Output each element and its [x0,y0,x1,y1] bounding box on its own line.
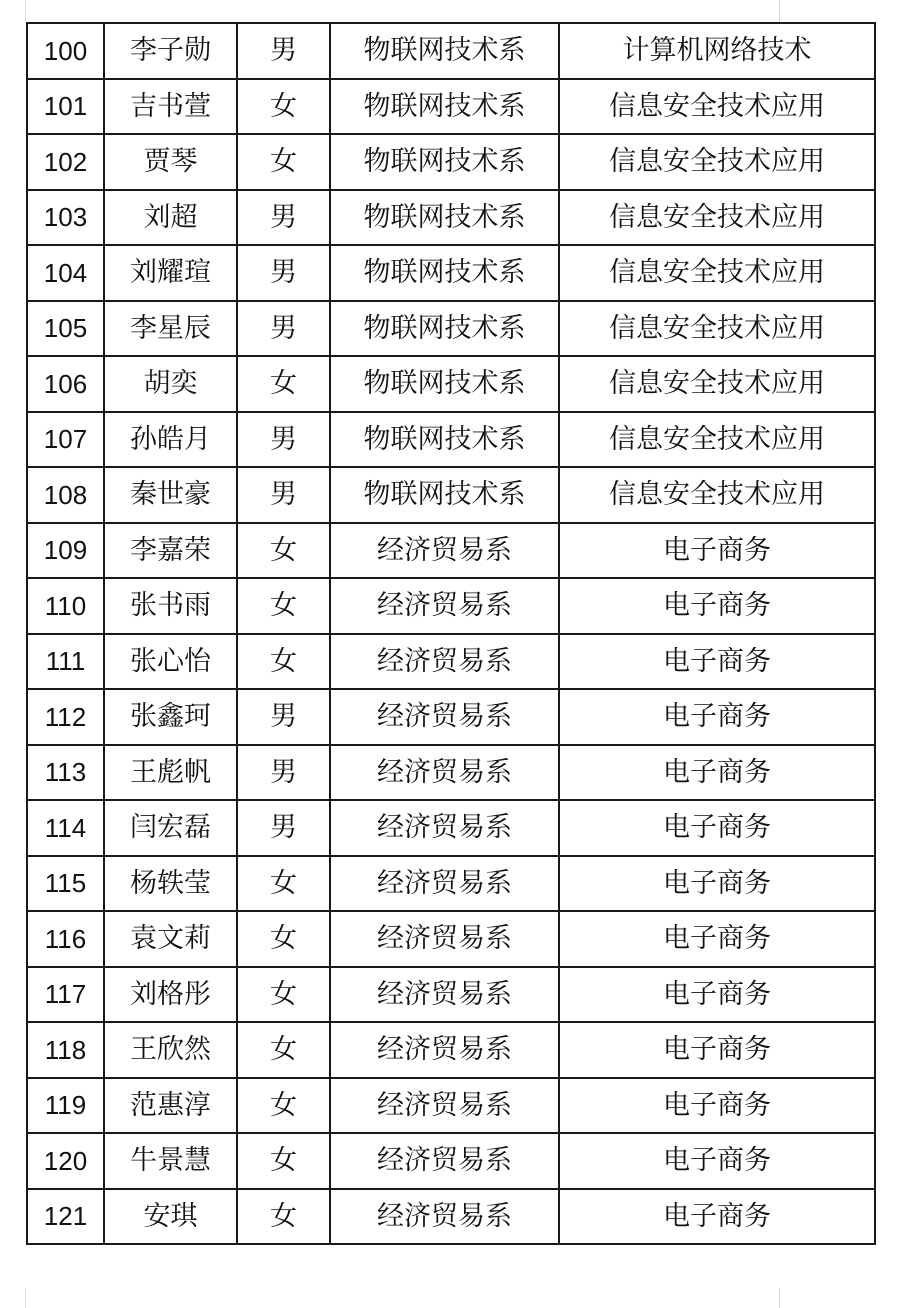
gender-cell: 男 [237,23,330,79]
table-row [27,134,875,190]
student-id-cell: 105 [27,301,104,357]
student-id-cell: 103 [27,190,104,246]
student-id-cell: 109 [27,523,104,579]
table-row [27,356,875,412]
student-name-cell: 杨轶莹 [104,856,237,912]
department-cell: 经济贸易系 [330,911,559,967]
major-cell: 电子商务 [559,1078,875,1134]
student-id-cell: 117 [27,967,104,1023]
table-row [27,800,875,856]
department-cell: 经济贸易系 [330,1078,559,1134]
table-row [27,79,875,135]
gender-cell: 女 [237,1133,330,1189]
student-id-cell: 110 [27,578,104,634]
department-cell: 经济贸易系 [330,1133,559,1189]
major-cell: 信息安全技术应用 [559,356,875,412]
major-cell: 计算机网络技术 [559,23,875,79]
gender-cell: 女 [237,578,330,634]
gender-cell: 男 [237,245,330,301]
student-name-cell: 李嘉荣 [104,523,237,579]
table-row [27,23,875,79]
student-id-cell: 107 [27,412,104,468]
department-cell: 物联网技术系 [330,134,559,190]
student-name-cell: 李子勋 [104,23,237,79]
gender-cell: 男 [237,689,330,745]
department-cell: 物联网技术系 [330,467,559,523]
student-id-cell: 112 [27,689,104,745]
student-id-cell: 114 [27,800,104,856]
major-cell: 电子商务 [559,745,875,801]
student-name-cell: 吉书萱 [104,79,237,135]
table-row [27,1189,875,1245]
major-cell: 电子商务 [559,967,875,1023]
page-corner-guide [779,1288,780,1308]
page-corner-guide [25,1288,26,1308]
student-id-cell: 121 [27,1189,104,1245]
major-cell: 电子商务 [559,1022,875,1078]
gender-cell: 女 [237,134,330,190]
student-id-cell: 102 [27,134,104,190]
gender-cell: 女 [237,523,330,579]
table-row [27,967,875,1023]
gender-cell: 女 [237,79,330,135]
page-corner-guide [779,0,780,22]
gender-cell: 女 [237,1022,330,1078]
major-cell: 电子商务 [559,523,875,579]
student-name-cell: 刘耀瑄 [104,245,237,301]
major-cell: 电子商务 [559,911,875,967]
student-id-cell: 101 [27,79,104,135]
major-cell: 信息安全技术应用 [559,190,875,246]
student-name-cell: 李星辰 [104,301,237,357]
table-row [27,911,875,967]
gender-cell: 男 [237,301,330,357]
gender-cell: 女 [237,634,330,690]
student-id-cell: 118 [27,1022,104,1078]
student-name-cell: 范惠淳 [104,1078,237,1134]
table-row [27,301,875,357]
gender-cell: 男 [237,745,330,801]
department-cell: 物联网技术系 [330,301,559,357]
table-row [27,1078,875,1134]
student-name-cell: 王欣然 [104,1022,237,1078]
department-cell: 经济贸易系 [330,745,559,801]
major-cell: 信息安全技术应用 [559,301,875,357]
student-name-cell: 牛景慧 [104,1133,237,1189]
student-name-cell: 刘格彤 [104,967,237,1023]
gender-cell: 女 [237,1078,330,1134]
major-cell: 电子商务 [559,1133,875,1189]
student-name-cell: 王彪帆 [104,745,237,801]
student-name-cell: 贾琴 [104,134,237,190]
gender-cell: 男 [237,190,330,246]
major-cell: 信息安全技术应用 [559,412,875,468]
student-id-cell: 106 [27,356,104,412]
major-cell: 电子商务 [559,856,875,912]
department-cell: 经济贸易系 [330,689,559,745]
student-id-cell: 100 [27,23,104,79]
student-name-cell: 安琪 [104,1189,237,1245]
student-id-cell: 120 [27,1133,104,1189]
table-row [27,1022,875,1078]
table-row [27,467,875,523]
gender-cell: 女 [237,1189,330,1245]
student-id-cell: 111 [27,634,104,690]
student-id-cell: 104 [27,245,104,301]
table-row [27,190,875,246]
gender-cell: 女 [237,856,330,912]
major-cell: 电子商务 [559,689,875,745]
student-name-cell: 刘超 [104,190,237,246]
table-row [27,634,875,690]
student-name-cell: 张心怡 [104,634,237,690]
roster-body [27,23,875,1244]
student-name-cell: 孙皓月 [104,412,237,468]
gender-cell: 男 [237,800,330,856]
student-roster-table [26,22,876,1245]
department-cell: 经济贸易系 [330,634,559,690]
gender-cell: 女 [237,911,330,967]
student-name-cell: 袁文莉 [104,911,237,967]
department-cell: 物联网技术系 [330,245,559,301]
student-id-cell: 113 [27,745,104,801]
table-row [27,578,875,634]
department-cell: 物联网技术系 [330,356,559,412]
major-cell: 电子商务 [559,800,875,856]
department-cell: 经济贸易系 [330,800,559,856]
gender-cell: 男 [237,412,330,468]
department-cell: 经济贸易系 [330,523,559,579]
table-row [27,856,875,912]
table-row [27,245,875,301]
table-row [27,412,875,468]
department-cell: 物联网技术系 [330,79,559,135]
major-cell: 电子商务 [559,1189,875,1245]
table-row [27,1133,875,1189]
department-cell: 经济贸易系 [330,1022,559,1078]
student-name-cell: 胡奕 [104,356,237,412]
major-cell: 信息安全技术应用 [559,467,875,523]
student-id-cell: 108 [27,467,104,523]
department-cell: 物联网技术系 [330,412,559,468]
student-id-cell: 116 [27,911,104,967]
student-name-cell: 秦世豪 [104,467,237,523]
student-name-cell: 闫宏磊 [104,800,237,856]
table-row [27,689,875,745]
gender-cell: 女 [237,967,330,1023]
major-cell: 信息安全技术应用 [559,245,875,301]
student-name-cell: 张书雨 [104,578,237,634]
department-cell: 经济贸易系 [330,578,559,634]
gender-cell: 女 [237,356,330,412]
department-cell: 经济贸易系 [330,967,559,1023]
student-name-cell: 张鑫珂 [104,689,237,745]
student-id-cell: 115 [27,856,104,912]
major-cell: 电子商务 [559,634,875,690]
student-id-cell: 119 [27,1078,104,1134]
department-cell: 经济贸易系 [330,856,559,912]
table-row [27,523,875,579]
department-cell: 物联网技术系 [330,23,559,79]
gender-cell: 男 [237,467,330,523]
major-cell: 电子商务 [559,578,875,634]
department-cell: 经济贸易系 [330,1189,559,1245]
department-cell: 物联网技术系 [330,190,559,246]
table-row [27,745,875,801]
page-corner-guide [25,0,26,22]
major-cell: 信息安全技术应用 [559,79,875,135]
major-cell: 信息安全技术应用 [559,134,875,190]
